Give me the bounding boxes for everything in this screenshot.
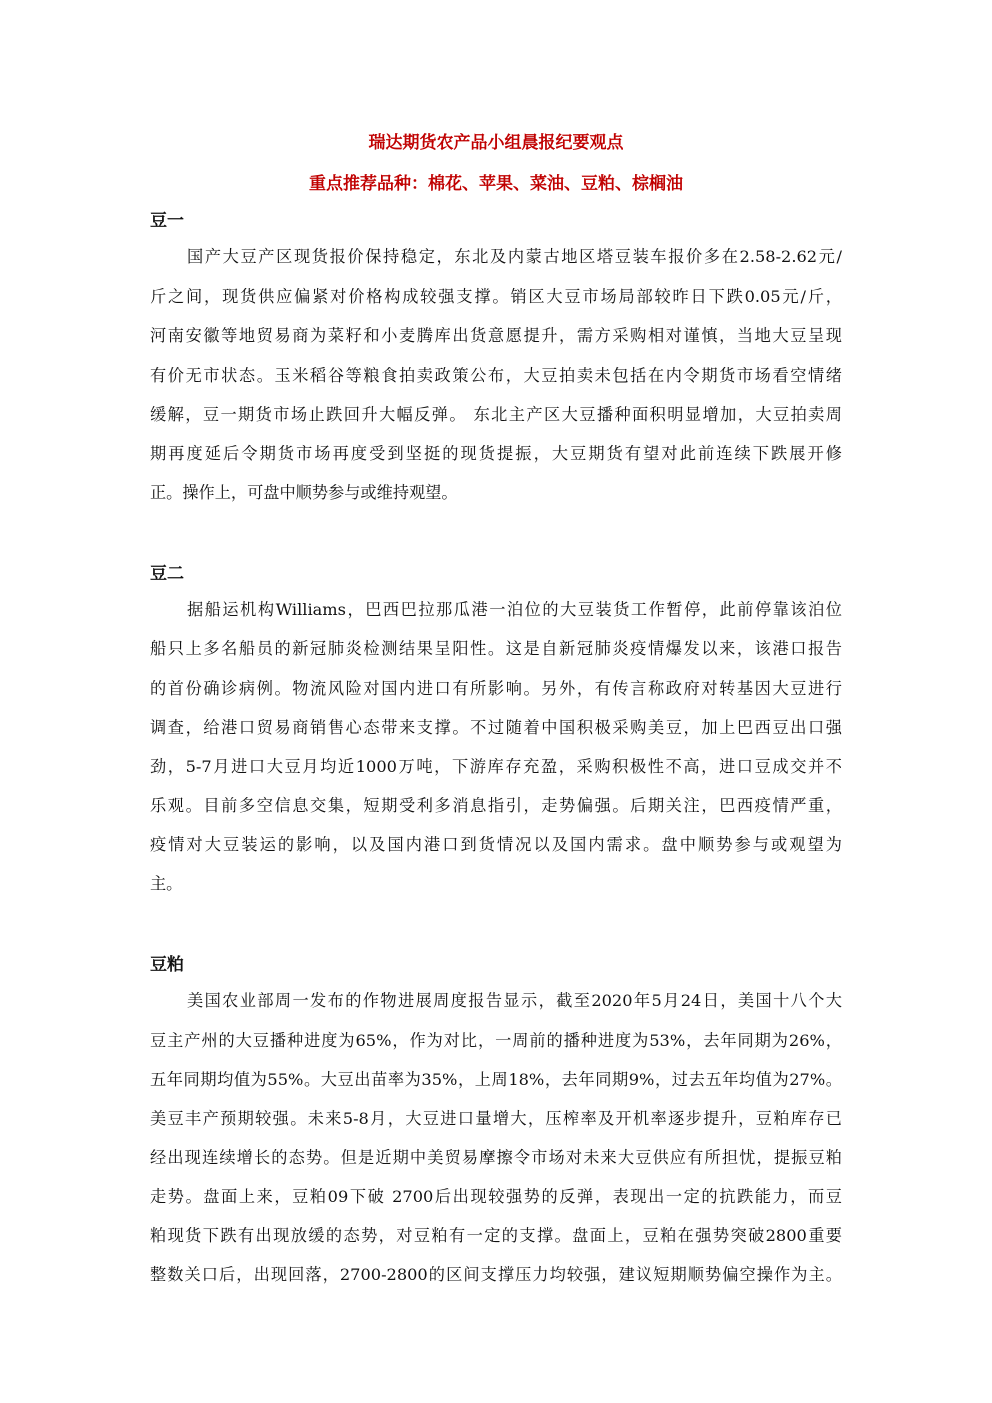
paragraph-line: 的首份确诊病例。物流风险对国内进口有所影响。另外，有传言称政府对转基因大豆进行	[150, 679, 842, 698]
paragraph-line: 走势。盘面上来，豆粕09下破 2700后出现较强势的反弹，表现出一定的抗跌能力，而豆	[150, 1187, 842, 1206]
paragraph-line: 乐观。目前多空信息交集，短期受利多消息指引，走势偏强。后期关注，巴西疫情严重，	[150, 796, 842, 815]
paragraph-line: 斤之间，现货供应偏紧对价格构成较强支撑。销区大豆市场局部较昨日下跌0.05元/斤，	[150, 287, 842, 306]
paragraph-line: 粕现货下跌有出现放缓的态势，对豆粕有一定的支撑。盘面上，豆粕在强势突破2800重要	[150, 1226, 842, 1245]
paragraph-line: 缓解，豆一期货市场止跌回升大幅反弹。 东北主产区大豆播种面积明显增加，大豆拍卖周	[150, 405, 842, 424]
report-title: 瑞达期货农产品小组晨报纪要观点	[368, 133, 624, 153]
paragraph-line: 美豆丰产预期较强。未来5-8月，大豆进口量增大，压榨率及开机率逐步提升，豆粕库存已	[150, 1109, 842, 1128]
paragraph-line: 经出现连续增长的态势。但是近期中美贸易摩擦令市场对未来大豆供应有所担忧，提振豆粕	[150, 1148, 842, 1167]
section-heading-dou-po: 豆粕	[150, 955, 184, 975]
paragraph-line: 期再度延后令期货市场再度受到坚挺的现货提振，大豆期货有望对此前连续下跌展开修	[150, 444, 842, 463]
paragraph-line: 主。	[150, 874, 183, 893]
paragraph-line: 正。操作上，可盘中顺势参与或维持观望。	[150, 483, 458, 502]
paragraph-line: 调查，给港口贸易商销售心态带来支撑。不过随着中国积极采购美豆，加上巴西豆出口强	[150, 718, 842, 737]
paragraph-line: 美国农业部周一发布的作物进展周度报告显示，截至2020年5月24日，美国十八个大	[187, 991, 842, 1010]
paragraph-line: 五年同期均值为55%。大豆出苗率为35%，上周18%，去年同期9%，过去五年均值为27%。	[150, 1070, 842, 1089]
paragraph-line: 豆主产州的大豆播种进度为65%，作为对比，一周前的播种进度为53%，去年同期为26%，	[150, 1031, 842, 1050]
paragraph-line: 据船运机构Williams，巴西巴拉那瓜港一泊位的大豆装货工作暂停，此前停靠该泊位	[187, 600, 842, 619]
paragraph-line: 国产大豆产区现货报价保持稳定，东北及内蒙古地区塔豆装车报价多在2.58-2.62元/	[187, 247, 842, 266]
paragraph-line: 劲，5-7月进口大豆月均近1000万吨，下游库存充盈，采购积极性不高，进口豆成交并不	[150, 757, 842, 776]
paragraph-line: 船只上多名船员的新冠肺炎检测结果呈阳性。这是自新冠肺炎疫情爆发以来，该港口报告	[150, 639, 842, 658]
paragraph-line: 有价无市状态。玉米稻谷等粮食拍卖政策公布，大豆拍卖未包括在内令期货市场看空情绪	[150, 366, 842, 385]
paragraph-line: 河南安徽等地贸易商为菜籽和小麦腾库出货意愿提升，需方采购相对谨慎，当地大豆呈现	[150, 326, 842, 345]
section-heading-dou-er: 豆二	[150, 564, 184, 584]
section-heading-dou-yi: 豆一	[150, 211, 184, 231]
paragraph-line: 整数关口后，出现回落，2700-2800的区间支撑压力均较强，建议短期顺势偏空操作为主。	[150, 1265, 842, 1284]
paragraph-line: 疫情对大豆装运的影响，以及国内港口到货情况以及国内需求。盘中顺势参与或观望为	[150, 835, 842, 854]
report-subtitle: 重点推荐品种：棉花、苹果、菜油、豆粕、棕榈油	[309, 174, 683, 194]
